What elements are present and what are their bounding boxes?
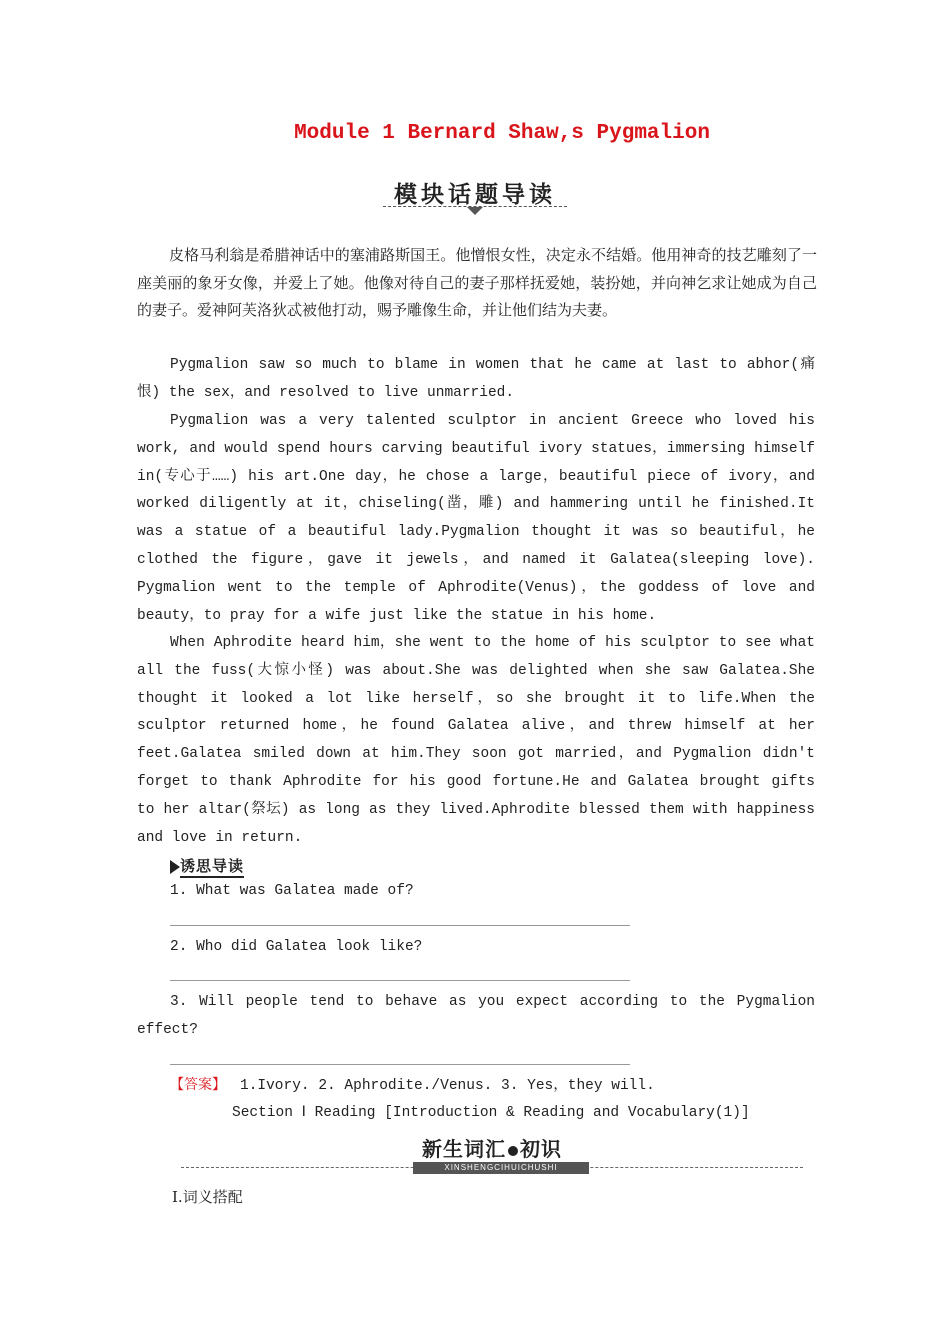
vocab-heading <box>181 1136 803 1180</box>
answer-text: 1.Ivory. 2. Aphrodite./Venus. 3. Yes，they will. <box>240 1078 655 1094</box>
topic-heading-text: 模块话题导读 <box>394 182 556 208</box>
answer-blank-1 <box>170 925 630 926</box>
answer-tag: 【答案】 <box>170 1077 226 1093</box>
play-arrow-icon <box>170 860 180 874</box>
think-guide-heading <box>170 855 244 877</box>
chinese-intro-paragraph: 皮格马利翁是希腊神话中的塞浦路斯国王。他憎恨女性，决定永不结婚。他用神奇的技艺雕刻了一座美丽的象牙女像，并爱上了她。他像对待自己的妻子那样抚爱她，装扮她，并向神乞求让她成为自己的妻子。爱神阿芙洛狄忒被他打动，赐予雕像生命，并让他们结为夫妻。 <box>137 246 817 320</box>
bullet-icon <box>508 1146 518 1156</box>
down-triangle-icon <box>467 207 483 215</box>
section-title: Section Ⅰ Reading [Introduction & Reading and Vocabulary(1)] <box>232 1105 750 1121</box>
answer-blank-2 <box>170 980 630 981</box>
english-paragraph-1: Pygmalion saw so much to blame in women that he came at last to abhor(痛恨) the sex，and resolved to live unmarried. <box>137 357 815 401</box>
vocab-heading-box <box>413 1136 571 1174</box>
english-paragraph-2: Pygmalion was a very talented sculptor in ancient Greece who loved his work, and would spend hours carving beautiful ivory statues，immersing himself in(专心于……) his art.One day，he chose a large，beautiful piece of ivory，and worked diligently at it，chiseling(凿，雕) and hammering until he finished.It was a statue of a beautiful lady.Pygmalion thought it was so beautiful，he clothed the figure，gave it jewels，and named it Galatea(sleeping love). Pygmalion went to the temple of Aphrodite(Venus)，the goddess of love and beauty，to pray for a wife just like the statue in his home. <box>137 413 815 624</box>
topic-heading <box>383 176 567 218</box>
vocab-heading-left: 新生词汇 <box>422 1137 506 1161</box>
question-3: 3. Will people tend to behave as you expect according to the Pygmalion effect? <box>137 994 815 1038</box>
module-title: Module 1 Bernard Shaw,s Pygmalion <box>294 122 710 145</box>
think-guide-label: 诱思导读 <box>180 855 244 878</box>
answer-row <box>170 1072 655 1101</box>
vocab-heading-right: 初识 <box>520 1137 562 1161</box>
english-paragraph-3: When Aphrodite heard him，she went to the home of his sculptor to see what all the fuss(大惊小怪) was about.She was delighted when she saw Galatea.She thought it looked a lot like herself，so she brought it to life.When the sculptor returned home，he found Galatea alive，and threw himself at her feet.Galatea smiled down at him.They soon got married，and Pygmalion didn't forget to thank Aphrodite for his good fortune.He and Galatea brought gifts to her altar(祭坛) as long as they lived.Aphrodite blessed them with happiness and love in return. <box>137 635 815 846</box>
vocab-heading-text <box>413 1136 571 1162</box>
question-2: 2. Who did Galatea look like? <box>170 939 423 955</box>
answer-blank-3 <box>170 1064 630 1065</box>
question-1: 1. What was Galatea made of? <box>170 883 414 899</box>
vocab-pinyin-bar: XINSHENGCIHUICHUSHI <box>413 1162 589 1174</box>
subsection-heading: Ⅰ.词义搭配 <box>172 1188 243 1206</box>
